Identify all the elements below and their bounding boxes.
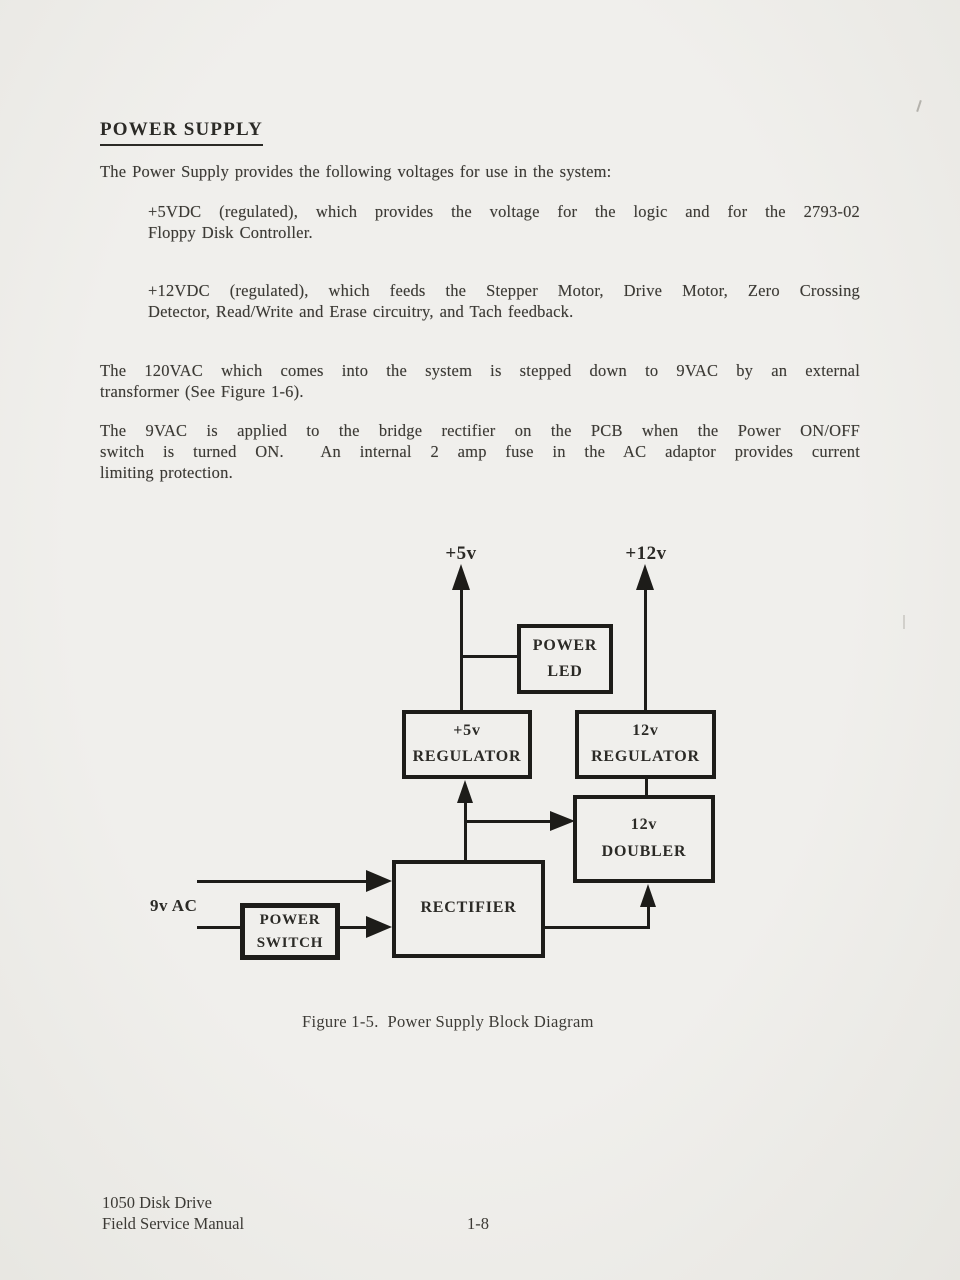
block-label: REGULATOR — [412, 748, 522, 765]
block-label: +5v — [453, 722, 481, 739]
block-label: DOUBLER — [601, 843, 687, 860]
plus12v-output-label: +12v — [625, 543, 667, 564]
switch-rectifier-line — [340, 926, 367, 929]
text-line: The 120VAC which comes into the system is stepped down to 9VAC by an external — [100, 361, 860, 380]
block-label: LED — [547, 663, 583, 680]
led-connector-line — [461, 655, 519, 658]
reg12-doubler-line — [645, 779, 648, 796]
arrow-up-icon — [640, 884, 656, 907]
rectifier-doubler-riser — [647, 904, 650, 929]
arrow-up-icon — [452, 564, 470, 590]
text-line: The 9VAC is applied to the bridge rectifier on the PCB when the Power ON/OFF — [100, 421, 860, 440]
plus5v-regulator-block — [402, 710, 532, 779]
rectifier-reg5-line — [464, 800, 467, 860]
block-label: REGULATOR — [591, 748, 700, 765]
text-line: limiting protection. — [100, 463, 233, 482]
block-label: 12v — [630, 816, 658, 833]
plus5v-output-label: +5v — [445, 543, 477, 564]
rectifier-output-line — [545, 926, 650, 929]
figure-caption: Figure 1-5. Power Supply Block Diagram — [302, 1012, 594, 1031]
text-line: +12VDC (regulated), which feeds the Stepper Motor, Drive Motor, Zero Crossing — [148, 281, 860, 300]
arrow-up-icon — [636, 564, 654, 590]
rectifier-block — [392, 860, 545, 958]
block-label: 12v — [632, 722, 659, 739]
page-title: POWER SUPPLY — [100, 119, 263, 146]
power-switch-block — [240, 903, 340, 960]
footer-doc-id — [102, 1192, 244, 1234]
text-line: The Power Supply provides the following voltages for use in the system: — [100, 162, 612, 181]
ac-input-line-lower — [197, 926, 240, 929]
12v-regulator-block — [575, 710, 716, 779]
block-label: POWER — [532, 637, 598, 654]
text-line: transformer (See Figure 1-6). — [100, 382, 304, 401]
branch-to-doubler-line — [464, 820, 552, 823]
plus12v-line — [644, 588, 647, 710]
9vac-input-label: 9v AC — [150, 896, 198, 915]
text-line: +5VDC (regulated), which provides the voltage for the logic and for the 2793-02 — [148, 202, 860, 221]
arrow-right-icon — [366, 870, 392, 892]
block-label: SWITCH — [256, 935, 324, 951]
arrow-right-icon — [550, 811, 575, 831]
text-line: Floppy Disk Controller. — [148, 223, 313, 242]
block-label: POWER — [259, 912, 321, 928]
footer-line: 1050 Disk Drive — [102, 1193, 212, 1212]
text-line: switch is turned ON. An internal 2 amp fuse in the AC adaptor provides current — [100, 442, 860, 461]
power-led-block — [517, 624, 613, 694]
text-line: Detector, Read/Write and Erase circuitry, and Tach feedback. — [148, 302, 574, 321]
page-number: 1-8 — [467, 1214, 489, 1233]
arrow-right-icon — [366, 916, 392, 938]
12v-doubler-block — [573, 795, 715, 883]
plus5v-line — [460, 588, 463, 710]
footer-line: Field Service Manual — [102, 1214, 245, 1233]
ac-input-line-upper — [197, 880, 367, 883]
block-label: RECTIFIER — [420, 899, 517, 916]
scan-artifact — [903, 615, 905, 629]
